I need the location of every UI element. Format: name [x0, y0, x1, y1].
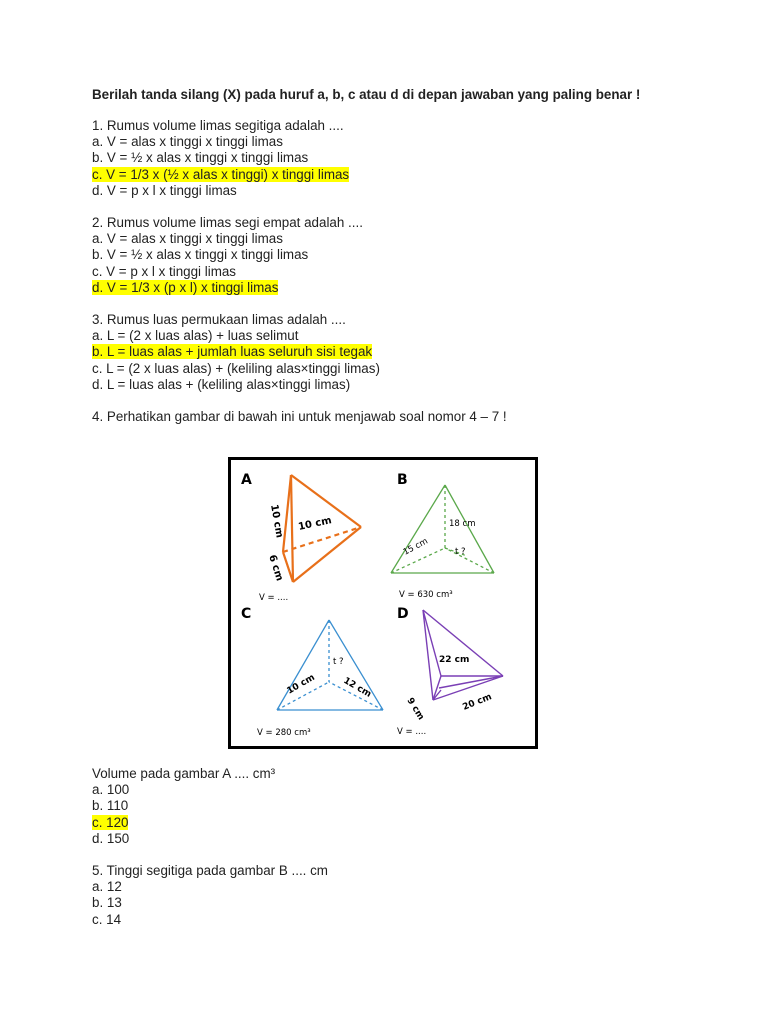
option-3d: d. L = luas alas + (keliling alas×tinggi limas) — [92, 376, 351, 392]
panel-c-letter: C — [241, 606, 252, 622]
panel-b-slant-label: t ? — [455, 547, 466, 557]
question-2-text: 2. Rumus volume limas segi empat adalah .... — [92, 215, 363, 231]
option-3b-highlighted: b. L = luas alas + jumlah luas seluruh sisi tegak — [92, 344, 373, 360]
panel-a-volume: V = .... — [259, 593, 289, 603]
panel-c — [241, 606, 383, 738]
option-1c-highlighted: c. V = 1/3 x (½ x alas x tinggi) x tinggi limas — [92, 166, 350, 182]
option-3c: c. L = (2 x luas alas) + (keliling alas×tinggi limas) — [92, 360, 380, 376]
panel-a-edge2-label: 10 cm — [297, 515, 333, 533]
panel-d — [397, 606, 503, 737]
question-4 — [92, 766, 328, 847]
questions-after-figure — [92, 766, 328, 928]
option-4d: d. 150 — [92, 830, 130, 846]
question-3 — [92, 312, 682, 393]
option-4c-highlighted: c. 120 — [92, 814, 129, 830]
panel-b-height-label: 18 cm — [449, 519, 476, 529]
panel-a-edge3-label: 6 cm — [266, 553, 285, 583]
question-2 — [92, 215, 682, 296]
option-5b: b. 13 — [92, 895, 122, 911]
panel-b-letter: B — [397, 472, 408, 488]
panel-c-base2-label: 12 cm — [341, 675, 373, 700]
option-1b: b. V = ½ x alas x tinggi x tinggi limas — [92, 150, 309, 166]
panel-b-volume: V = 630 cm³ — [399, 590, 453, 600]
option-5c: c. 14 — [92, 911, 122, 927]
pyramid-figure — [228, 457, 538, 749]
option-2b: b. V = ½ x alas x tinggi x tinggi limas — [92, 247, 309, 263]
question-1-text: 1. Rumus volume limas segitiga adalah .... — [92, 118, 344, 133]
panel-c-volume: V = 280 cm³ — [257, 728, 311, 738]
option-1a: a. V = alas x tinggi x tinggi limas — [92, 134, 283, 150]
panel-d-edge1-label: 22 cm — [439, 655, 470, 665]
option-2c: c. V = p x l x tinggi limas — [92, 263, 237, 279]
option-2d-highlighted: d. V = 1/3 x (p x l) x tinggi limas — [92, 279, 279, 295]
pyramid-a-shape — [283, 475, 361, 582]
question-4-text: Volume pada gambar A .... cm³ — [92, 766, 276, 781]
panel-d-edge2-label: 9 cm — [404, 696, 426, 723]
panel-d-letter: D — [397, 606, 409, 622]
panel-d-volume: V = .... — [397, 727, 427, 737]
option-5a: a. 12 — [92, 879, 122, 895]
question-4-intro: 4. Perhatikan gambar di bawah ini untuk menjawab soal nomor 4 – 7 ! — [92, 409, 507, 425]
panel-c-base1-label: 10 cm — [285, 672, 317, 697]
panel-b — [391, 472, 494, 600]
option-1d: d. V = p x l x tinggi limas — [92, 182, 237, 198]
panel-d-edge3-label: 20 cm — [461, 692, 494, 713]
question-5-text: 5. Tinggi segitiga pada gambar B .... cm — [92, 863, 328, 879]
question-1 — [92, 118, 682, 199]
panel-b-base-label: 15 cm — [401, 536, 430, 558]
panel-c-slant-label: t ? — [333, 657, 344, 667]
question-5 — [92, 863, 328, 928]
pyramid-b-shape — [391, 485, 494, 573]
panel-a-letter: A — [241, 472, 252, 488]
panel-a-edge1-label: 10 cm — [268, 503, 285, 539]
instruction-text: Berilah tanda silang (X) pada huruf a, b, c atau d di depan jawaban yang paling benar ! — [92, 87, 641, 102]
panel-a — [241, 472, 361, 603]
document-body — [92, 86, 682, 425]
question-3-text: 3. Rumus luas permukaan limas adalah .... — [92, 312, 346, 328]
option-4b: b. 110 — [92, 798, 129, 814]
option-4a: a. 100 — [92, 782, 130, 798]
option-3a: a. L = (2 x luas alas) + luas selimut — [92, 328, 299, 344]
option-2a: a. V = alas x tinggi x tinggi limas — [92, 231, 283, 247]
pyramid-diagrams — [231, 460, 535, 746]
